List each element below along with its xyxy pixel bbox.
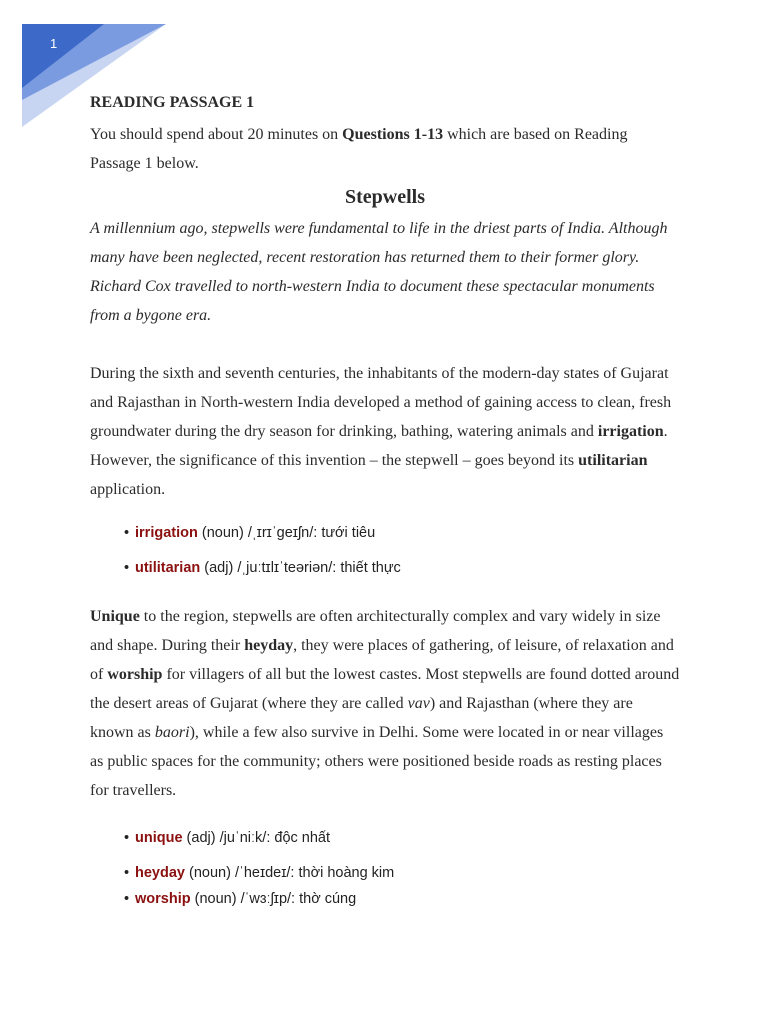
- vocab-list-2: [90, 829, 680, 908]
- paragraph-1: During the sixth and seventh centuries, the inhabitants of the modern-day states of Gujarat and Rajasthan in North-western India developed a method of gaining access to clean, fresh groundwater during the dry season for drinking, bathing, watering animals and irrigation. However, the significance of this invention – the stepwell – goes beyond its utilitarian application.: [90, 365, 672, 498]
- vocab-item: • heyday (noun) /ˈheɪdeɪ/: thời hoàng kim: [90, 864, 680, 882]
- passage-abstract: A millennium ago, stepwells were fundamental to life in the driest parts of India. Although many have been neglected, recent restoration has returned them to their former glory. Richard Cox travelled to north-western India to document these spectacular monuments from a bygone era.: [90, 220, 668, 324]
- vocab-item: • worship (noun) /ˈwɜːʃɪp/: thờ cúng: [90, 890, 680, 908]
- section-heading: READING PASSAGE 1: [90, 94, 255, 111]
- page-number: 1: [50, 36, 58, 51]
- paragraph-2: Unique to the region, stepwells are often architecturally complex and vary widely in size and shape. During their heyday, they were places of gathering, of leisure, of relaxation and of worship for villagers of all but the lowest castes. Most stepwells are found dotted around the desert areas of Gujarat (where they are called vav) and Rajasthan (where they are known as baori), while a few also survive in Delhi. Some were located in or near villages as public spaces for the community; others were positioned beside roads as resting places for travellers.: [90, 608, 680, 799]
- intro-text: You should spend about 20 minutes on Questions 1-13 which are based on Reading Passage 1 below.: [90, 126, 628, 172]
- passage-title: Stepwells: [345, 186, 425, 208]
- vocab-list-1: [90, 524, 680, 577]
- vocab-item: • irrigation (noun) /ˌɪrɪˈɡeɪʃn/: tưới tiêu: [90, 524, 680, 542]
- vocab-item: • utilitarian (adj) /ˌjuːtɪlɪˈteəriən/: thiết thực: [90, 559, 680, 577]
- vocab-item: • unique (adj) /juˈniːk/: độc nhất: [90, 829, 680, 847]
- document-body: [90, 92, 680, 908]
